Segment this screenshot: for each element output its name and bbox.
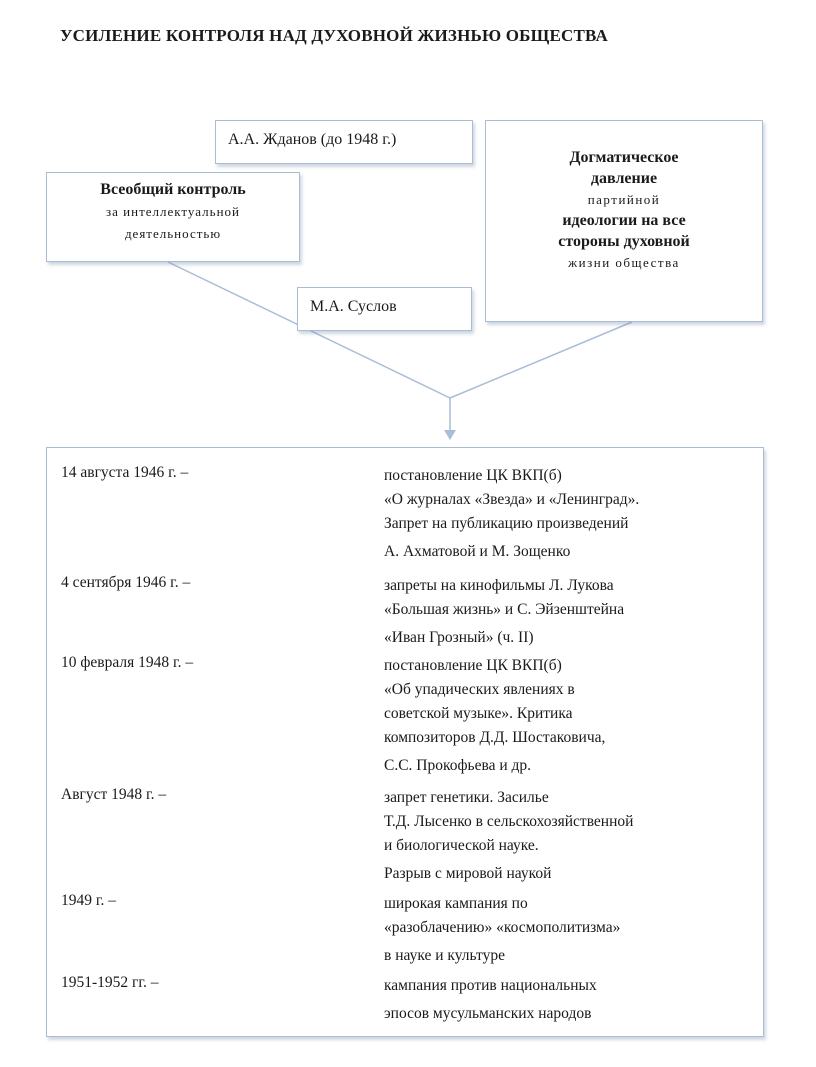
dogma-line-2: давление (590, 170, 658, 187)
event-date: 14 августа 1946 г. – (61, 464, 189, 481)
event-line: широкая кампания по (384, 895, 528, 912)
event-line: «Иван Грозный» (ч. II) (384, 629, 534, 646)
event-line: «Большая жизнь» и С. Эйзенштейна (384, 601, 625, 618)
event-date: 10 февраля 1948 г. – (61, 654, 194, 671)
event-line: композиторов Д.Д. Шостаковича, (384, 729, 606, 746)
dogma-line-3: партийной (587, 192, 661, 207)
arrow-down-icon (444, 430, 456, 440)
event-date: Август 1948 г. – (61, 786, 167, 803)
dogma-line-6: жизни общества (568, 255, 680, 270)
box-zhdanov (215, 120, 473, 164)
event-description (384, 974, 754, 1026)
event-date: 1951-1952 гг. – (61, 974, 159, 991)
event-date: 1949 г. – (61, 892, 116, 909)
dogma-line-5: стороны духовной (558, 233, 690, 250)
event-description (384, 654, 754, 778)
event-line: запрет генетики. Засилье (384, 789, 549, 806)
dogma-line-1: Догматическое (569, 149, 679, 166)
event-line: кампания против национальных (384, 977, 597, 994)
event-line: запреты на кинофильмы Л. Лукова (384, 577, 614, 594)
event-line: «разоблачению» «космополитизма» (384, 919, 621, 936)
control-line-1: Всеобщий контроль (100, 181, 246, 198)
event-description (384, 786, 754, 886)
event-line: в науке и культуре (384, 947, 505, 964)
event-line: и биологической науке. (384, 837, 539, 854)
suslov-label: М.А. Суслов (310, 298, 397, 315)
box-dogmatic-pressure (485, 120, 763, 322)
control-line-2: за интеллектуальной (106, 204, 240, 219)
event-line: «О журналах «Звезда» и «Ленинград». (384, 491, 640, 508)
event-line: постановление ЦК ВКП(б) (384, 657, 562, 674)
event-line: С.С. Прокофьева и др. (384, 757, 532, 774)
box-universal-control (46, 172, 300, 262)
event-line: советской музыке». Критика (384, 705, 573, 722)
box-suslov (297, 287, 472, 331)
event-description (384, 464, 754, 564)
diagram-title: УСИЛЕНИЕ КОНТРОЛЯ НАД ДУХОВНОЙ ЖИЗНЬЮ ОБЩЕСТВА (60, 26, 608, 45)
event-date: 4 сентября 1946 г. – (61, 574, 191, 591)
control-line-3: деятельностью (124, 226, 222, 241)
zhdanov-label: А.А. Жданов (до 1948 г.) (228, 131, 397, 148)
event-line: «Об упадических явлениях в (384, 681, 575, 698)
event-line: Запрет на публикацию произведений (384, 515, 629, 532)
dogma-line-4: идеологии на все (562, 212, 686, 229)
event-line: Разрыв с мировой наукой (384, 865, 552, 882)
event-line: А. Ахматовой и М. Зощенко (384, 543, 571, 560)
event-description (384, 574, 754, 650)
event-description (384, 892, 754, 968)
events-table (46, 447, 764, 1037)
event-line: Т.Д. Лысенко в сельскохозяйственной (384, 813, 634, 830)
event-line: эпосов мусульманских народов (384, 1005, 592, 1022)
event-line: постановление ЦК ВКП(б) (384, 467, 562, 484)
